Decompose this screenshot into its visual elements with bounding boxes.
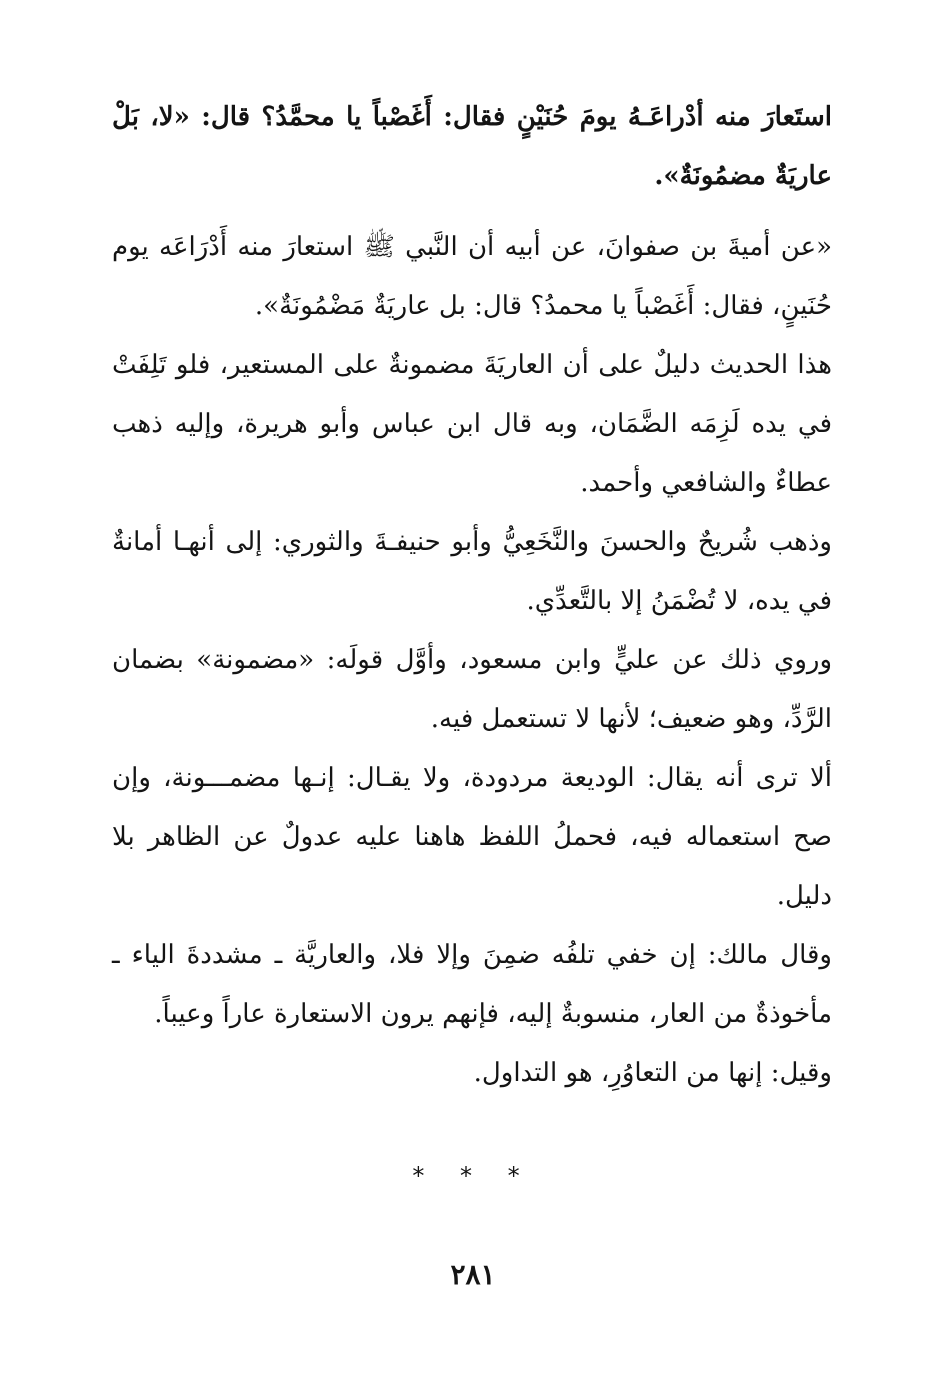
hadith-heading: استَعارَ منه أدْراعَـهُ يومَ حُنَيْنٍ فقال: أَغَصْباً يا محمَّدُ؟ قال: «لا، بَلْ عاريَةٌ مضمُونَةٌ». <box>112 102 832 191</box>
paragraph-etymology: وقيل: إنها من التعاوُرِ، هو التداول. <box>473 1058 832 1088</box>
page-body <box>112 88 832 1103</box>
paragraph-malik: وقال مالك: إن خفي تلفُه ضمِنَ وإلا فلا، والعاريَّة ـ مشددةَ الياء ـ مأخوذةٌ من العار، منسوبةٌ إليه، فإنهم يرون الاستعارة عاراً وعيباً. <box>112 940 832 1029</box>
paragraph-opposing-view: وذهب شُريحٌ والحسنَ والنَّخَعِيُّ وأبو حنيفـةَ والثوري: إلى أنهـا أمانةٌ في يده، لا تُضْمَنُ إلا بالتَّعدِّي. <box>112 527 832 616</box>
paragraph-narrated: وروي ذلك عن عليٍّ وابن مسعود، وأوَّل قولَه: «مضمونة» بضمان الرَّدِّ، وهو ضعيف؛ لأنها لا تستعمل فيه. <box>112 645 832 734</box>
page-number: ٢٨١ <box>450 1258 496 1291</box>
section-divider: * * * <box>412 1162 534 1190</box>
paragraph-deposit: ألا ترى أنه يقال: الوديعة مردودة، ولا يقـال: إنـها مضمـــونة، وإن صح استعماله فيه، فحملُ اللفظ هاهنا عليه عدولٌ عن الظاهر بلا دليل. <box>112 763 832 911</box>
paragraph-evidence: هذا الحديث دليلٌ على أن العاريَةَ مضمونةٌ على المستعير، فلو تَلِفَتْ في يده لَزِمَه الضَّمَان، وبه قال ابن عباس وأبو هريرة، وإليه ذهب عطاءٌ والشافعي وأحمد. <box>112 350 832 498</box>
hadith-narration: «عن أميةَ بن صفوانَ، عن أبيه أن النَّبي ﷺ استعارَ منه أَدْرَاعَه يوم حُنَينٍ، فقال: أَغَصْباً يا محمدُ؟ قال: بل عاريَةٌ مَضْمُونَةٌ». <box>112 232 832 321</box>
